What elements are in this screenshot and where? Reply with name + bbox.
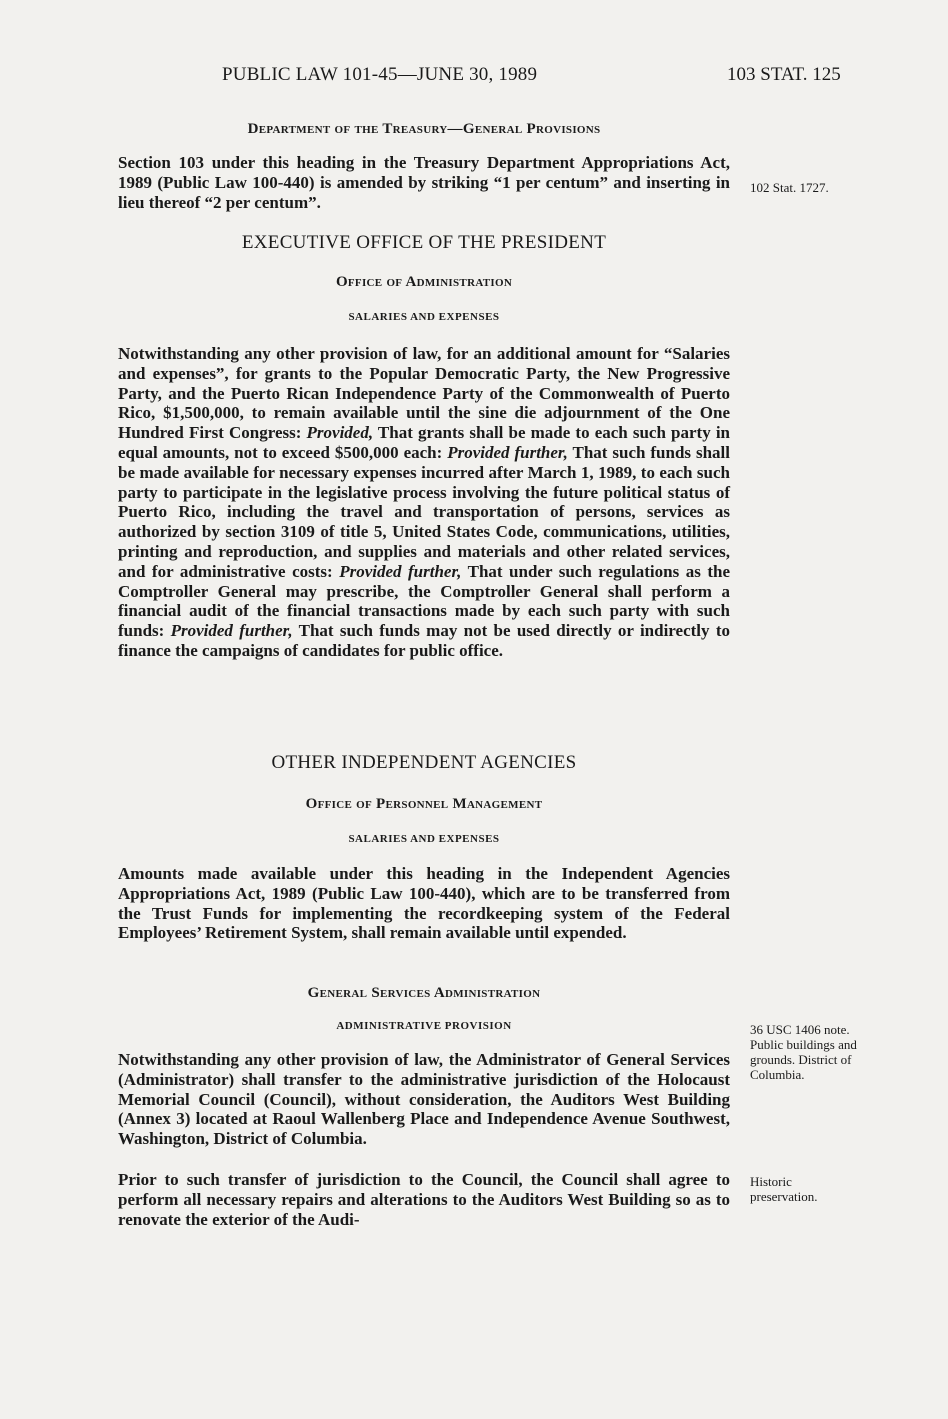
text-part: That grants shall be made to each such party in equal amounts, not to exceed $500,000 each: (118, 423, 731, 462)
office-of-administration-heading: Office of Administration (335, 274, 513, 290)
gsa-paragraph-2: Prior to such transfer of jurisdiction to the Council, the Council shall agree to perform all necessary repairs and alterations to the Auditors West Building so as to renovate the exterior of the Audi- (118, 1170, 730, 1229)
provided-italic: Provided, (306, 423, 374, 443)
provided-further-italic: Provided further, (339, 561, 462, 581)
opm-paragraph: Amounts made available under this heading in the Independent Agencies Appropriations Act, 1989 (Public Law 100-440), which are to be transferred from the Trust Funds for implementing the recordkeeping system of the Federal Employees’ Retirement System, shall remain available until expended. (118, 864, 730, 943)
administrative-provision-heading: ADMINISTRATIVE PROVISION (336, 1020, 512, 1032)
text-part: Notwithstanding any other provision of law, for an additional amount for “Salaries and expenses”, for grants to the Popular Democratic Party, the New Progressive Party, and the Puerto Rican Independence Party of the Commonwealth of Puerto Rico, $1,500,000, to remain available until the sine die adjournment of the One Hundred First Congress: (118, 344, 730, 443)
margin-note-usc: 36 USC 1406 note. Public buildings and grounds. District of Columbia. (750, 1022, 857, 1082)
text-part: That such funds may not be used directly or indirectly to finance the campaigns of candidates for public office. (118, 621, 730, 660)
treasury-paragraph (118, 153, 730, 212)
running-head-stat: 103 STAT. 125 (727, 64, 841, 85)
salaries-expenses-heading-2: SALARIES AND EXPENSES (348, 833, 500, 845)
text-part: That such funds shall be made available for necessary expenses incurred after March 1, 1989, to each such party to participate in the legislative process involving the future political status of Puerto Rico, including the travel and transportation of persons, services as authorized by section 3109 of title 5, United States Code, communications, utilities, printing and reproduction, and supplies and materials and other related services, and for administrative costs: (118, 442, 730, 581)
salaries-expenses-heading-1: SALARIES AND EXPENSES (348, 311, 500, 323)
executive-office-heading: EXECUTIVE OFFICE OF THE PRESIDENT (241, 232, 607, 253)
margin-note-stat: 102 Stat. 1727. (750, 180, 829, 195)
gsa-heading: General Services Administration (307, 985, 541, 1001)
running-head-title: PUBLIC LAW 101-45—JUNE 30, 1989 (222, 64, 538, 85)
opm-heading: Office of Personnel Management (305, 796, 543, 812)
provided-further-italic: Provided further, (170, 621, 293, 641)
treasury-text: Section 103 under this heading in the Treasury Department Appropriations Act, 1989 (Public Law 100-440) is amended by striking “1 per centum” and inserting in lieu thereof “2 per centum”. (118, 153, 730, 212)
other-agencies-heading: OTHER INDEPENDENT AGENCIES (271, 752, 577, 773)
treasury-heading: Department of the Treasury—General Provisions (247, 121, 601, 137)
text-part: That under such regulations as the Comptroller General may prescribe, the Comptroller General shall perform a financial audit of the financial transactions made by each such party with such funds: (118, 561, 730, 641)
margin-note-historic: Historic preservation. (750, 1174, 818, 1204)
gsa-paragraph-1: Notwithstanding any other provision of law, the Administrator of General Services (Administrator) shall transfer to the administrative jurisdiction of the Holocaust Memorial Council (Council), without consideration, the Auditors West Building (Annex 3) located at Raoul Wallenberg Place and Independence Avenue Southwest, Washington, District of Columbia. (118, 1050, 730, 1149)
provided-further-italic: Provided further, (447, 442, 568, 462)
executive-office-paragraph (118, 344, 730, 661)
